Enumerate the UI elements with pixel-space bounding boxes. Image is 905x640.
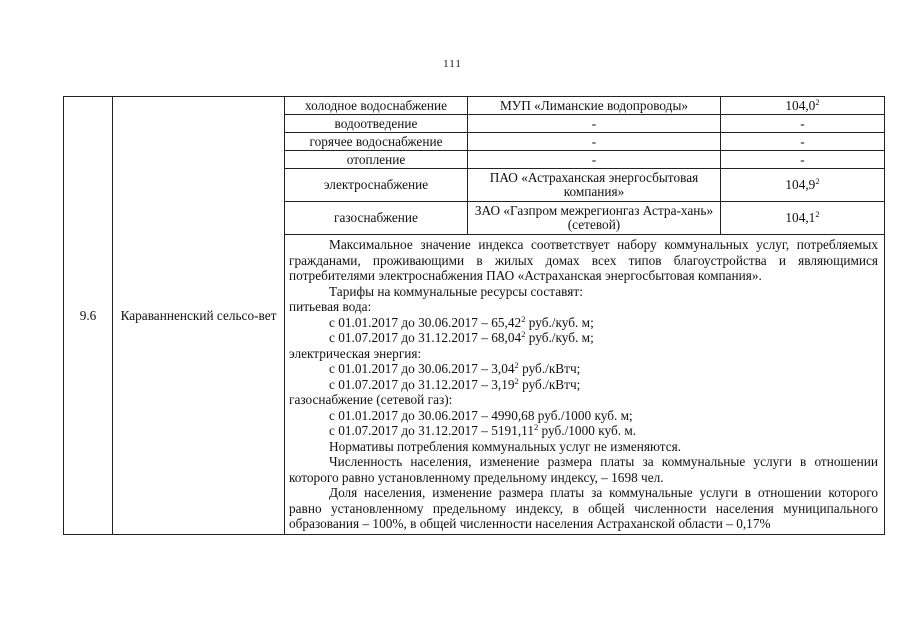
page-number: 111 bbox=[443, 58, 462, 70]
tariff-text: с 01.07.2017 до 31.12.2017 – 5191,11 bbox=[329, 423, 534, 438]
water-label: питьевая вода: bbox=[289, 299, 372, 314]
service-provider-cell bbox=[468, 202, 721, 235]
footnote-mark: 2 bbox=[533, 422, 539, 432]
row-number: 9.6 bbox=[79, 307, 97, 323]
service-provider: ПАО «Астраханская энергосбытовая компания» bbox=[489, 170, 699, 199]
description-cell bbox=[285, 235, 885, 535]
index-cell bbox=[721, 202, 885, 235]
tariff-line bbox=[289, 377, 878, 393]
service-name: газоснабжение bbox=[285, 202, 468, 235]
tariff-text: с 01.07.2017 до 31.12.2017 – 68,04 bbox=[329, 330, 522, 345]
service-provider: - bbox=[468, 133, 721, 151]
tariff-unit: руб./кВтч; bbox=[518, 376, 581, 392]
footnote-mark: 2 bbox=[815, 96, 820, 107]
service-provider: ЗАО «Газпром межрегионгаз Астра-хань» (сетевой) bbox=[474, 203, 714, 232]
footnote-mark: 2 bbox=[521, 329, 526, 339]
tariff-unit: руб./кВтч; bbox=[518, 361, 581, 376]
tariff-line bbox=[289, 423, 878, 439]
service-name: отопление bbox=[285, 151, 468, 169]
index-value: 104,9 bbox=[785, 177, 816, 193]
row-number-cell bbox=[64, 97, 113, 535]
tariff-unit: руб./1000 куб. м. bbox=[538, 423, 637, 438]
tariff-text: с 01.01.2017 до 30.06.2017 – 3,04 bbox=[329, 361, 515, 376]
service-provider: - bbox=[468, 115, 721, 133]
footnote-mark: 2 bbox=[815, 209, 820, 220]
table-row bbox=[64, 97, 885, 115]
tariff-text: с 01.01.2017 до 30.06.2017 – 65,42 bbox=[329, 314, 522, 330]
electricity-label: электрическая энергия: bbox=[289, 345, 422, 361]
index-cell bbox=[721, 169, 885, 202]
service-provider-cell bbox=[468, 169, 721, 202]
tariff-unit: руб./куб. м; bbox=[525, 330, 594, 345]
share-text: Доля населения, изменение размера платы за коммунальные услуги в отношении которого равно установленному предельному индексу, в общей численности населения муниципального образования – 100%, в общей численности населения Астраханской области – 0,17% bbox=[289, 485, 878, 531]
index-cell: - bbox=[721, 133, 885, 151]
footnote-mark: 2 bbox=[514, 360, 519, 370]
tariff-line: с 01.01.2017 до 30.06.2017 – 4990,68 руб./1000 куб. м; bbox=[329, 407, 633, 423]
service-name: электроснабжение bbox=[285, 169, 468, 202]
population-text: Численность населения, изменение размера платы за коммунальные услуги в отношении которого равно установленному предельному индексу, – 1698 чел. bbox=[289, 454, 878, 485]
tariff-line bbox=[289, 361, 878, 377]
index-value: 104,0 bbox=[785, 97, 816, 113]
municipality-cell bbox=[113, 97, 285, 535]
tariff-unit: руб./куб. м; bbox=[525, 314, 594, 330]
service-name: холодное водоснабжение bbox=[285, 97, 468, 115]
index-cell: - bbox=[721, 115, 885, 133]
index-cell bbox=[721, 97, 885, 115]
footnote-mark: 2 bbox=[815, 176, 820, 187]
tariff-line bbox=[289, 315, 878, 331]
tariff-table bbox=[63, 96, 885, 535]
footnote-mark: 2 bbox=[521, 313, 526, 324]
index-cell: - bbox=[721, 151, 885, 169]
tariff-line bbox=[289, 330, 878, 346]
norms-text: Нормативы потребления коммунальных услуг не изменяются. bbox=[329, 438, 682, 454]
service-name: водоотведение bbox=[285, 115, 468, 133]
municipality-name: Караванненский сельсо-вет bbox=[120, 307, 277, 323]
gas-label: газоснабжение (сетевой газ): bbox=[289, 392, 453, 407]
description-paragraph: Максимальное значение индекса соответствует набору коммунальных услуг, потребляемых гражданами, проживающими в жилых домах всех типов благоустройства и являющимися потребителями электроснабжения ПАО «Астраханская энергосбытовая компания». bbox=[289, 237, 878, 283]
footnote-mark: 2 bbox=[514, 375, 519, 386]
tariff-text: с 01.07.2017 до 31.12.2017 – 3,19 bbox=[329, 376, 515, 392]
index-value: 104,1 bbox=[785, 210, 816, 226]
service-provider: - bbox=[468, 151, 721, 169]
service-name: горячее водоснабжение bbox=[285, 133, 468, 151]
service-provider: МУП «Лиманские водопроводы» bbox=[468, 97, 721, 115]
tariffs-intro: Тарифы на коммунальные ресурсы составят: bbox=[329, 283, 583, 299]
